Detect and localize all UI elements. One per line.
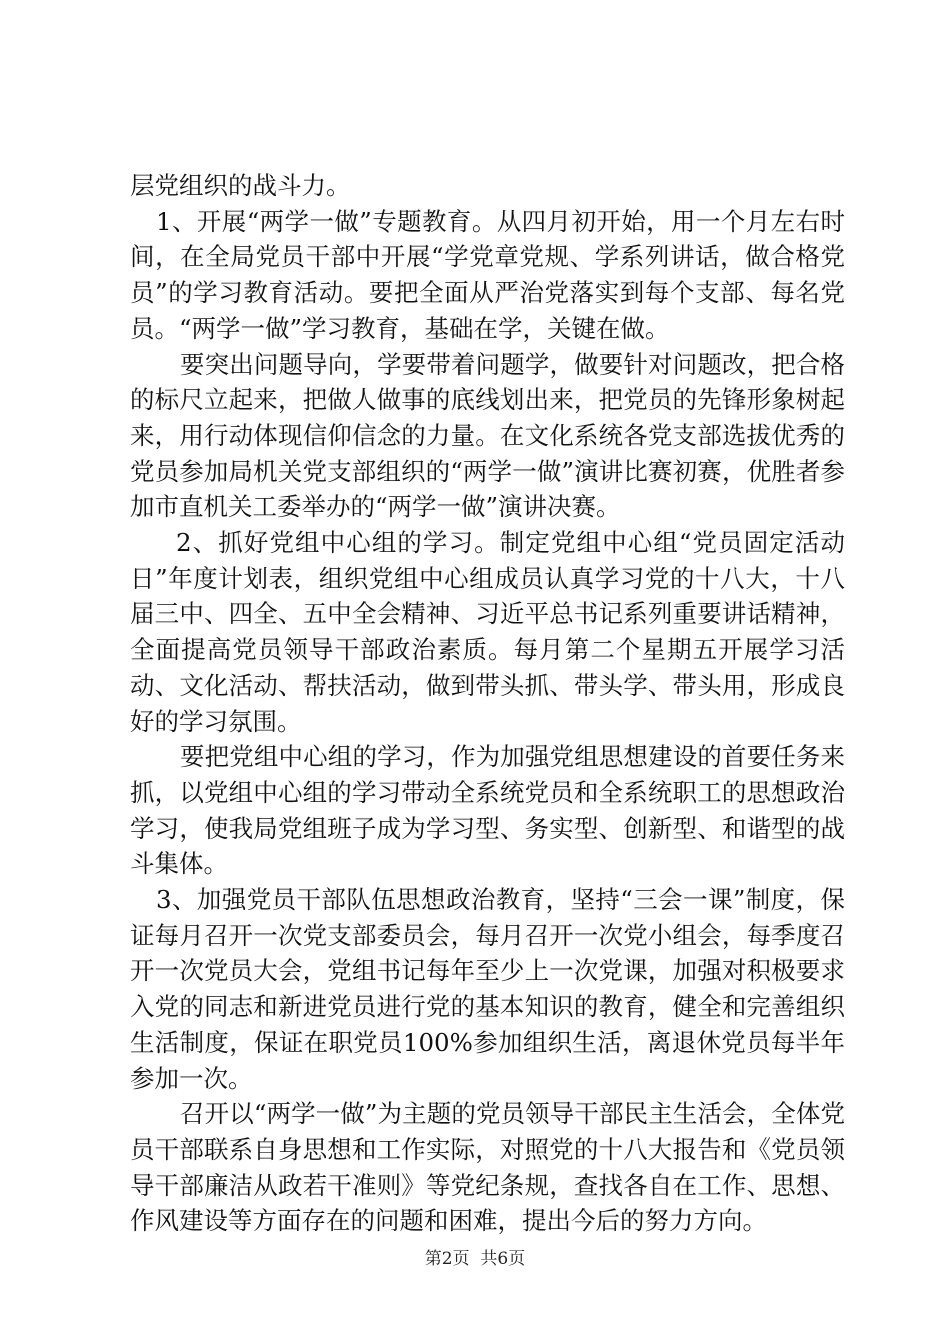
page-footer: 第2页 共6页 xyxy=(424,1249,526,1269)
paragraph-democratic-life: 召开以“两学一做”为主题的党员领导干部民主生活会，全体党员干部联系自身思想和工作实际，对照党的十八大报告和《党员领导干部廉洁从政若干准则》等党纪条规，查找各自在工作、思想、作风建设等方面存在的问题和困难，提出今后的努力方向。 xyxy=(130,1099,845,1236)
paragraph-item-2: 2、抓好党组中心组的学习。制定党组中心组“党员固定活动日”年度计划表，组织党组中心组成员认真学习党的十八大，十八届三中、四全、五中全会精神、习近平总书记系列重要讲话精神，全面提高党员领导干部政治素质。每月第二个星期五开展学习活动、文化活动、帮扶活动，做到带头抓、带头学、带头用，形成良好的学习氛围。 xyxy=(130,528,845,736)
paragraph-problem-orientation: 要突出问题导向，学要带着问题学，做要针对问题改，把合格的标尺立起来，把做人做事的底线划出来，把党员的先锋形象树起来，用行动体现信仰信念的力量。在文化系统各党支部选拔优秀的党员参加局机关党支部组织的“两学一做”演讲比赛初赛，优胜者参加市直机关工委举办的“两学一做”演讲决赛。 xyxy=(130,349,845,522)
document-body xyxy=(130,168,845,1239)
paragraph-item-3: 3、加强党员干部队伍思想政治教育，坚持“三会一课”制度，保证每月召开一次党支部委员会，每月召开一次党小组会，每季度召开一次党员大会，党组书记每年至少上一次党课，加强对积极要求入党的同志和新进党员进行党的基本知识的教育，健全和完善组织生活制度，保证在职党员100%参加组织生活，离退休党员每半年参加一次。 xyxy=(130,885,845,1093)
paragraph-central-group: 要把党组中心组的学习，作为加强党组思想建设的首要任务来抓，以党组中心组的学习带动全系统党员和全系统职工的思想政治学习，使我局党组班子成为学习型、务实型、创新型、和谐型的战斗集体。 xyxy=(130,742,845,879)
paragraph-continuation: 层党组织的战斗力。 xyxy=(130,171,351,200)
paragraph-item-1: 1、开展“两学一做”专题教育。从四月初开始，用一个月左右时间，在全局党员干部中开展“学党章党规、学系列讲话，做合格党员”的学习教育活动。要把全面从严治党落实到每个支部、每名党员。“两学一做”学习教育，基础在学，关键在做。 xyxy=(130,206,845,343)
